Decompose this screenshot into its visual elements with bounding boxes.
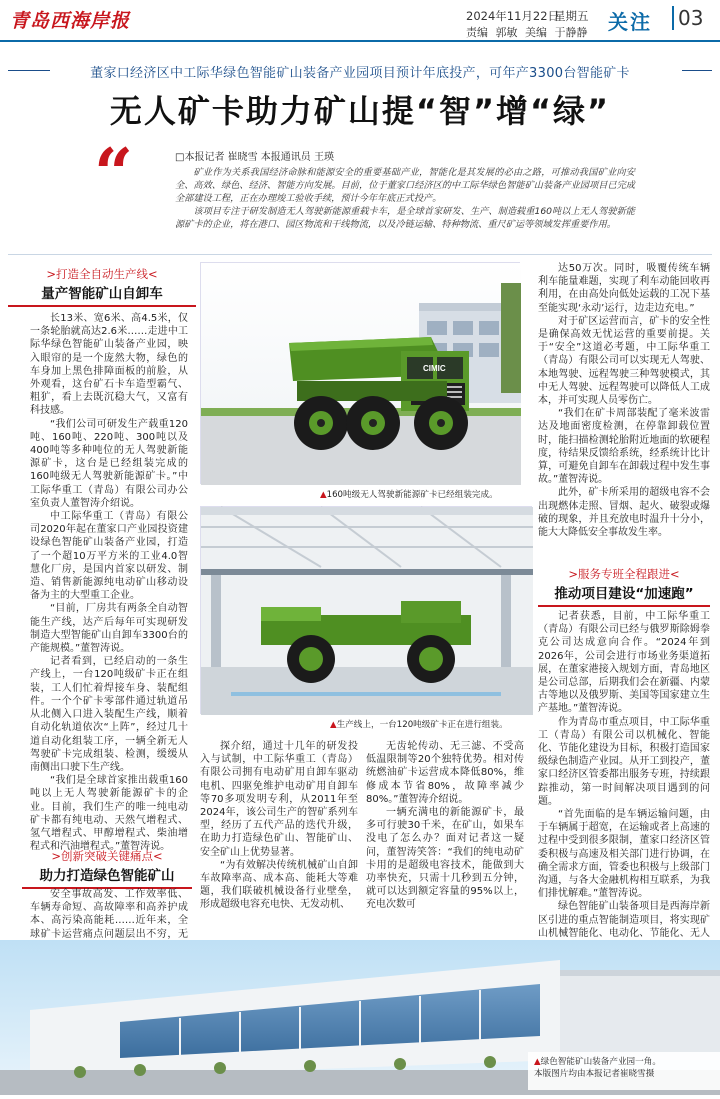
editors-credit: 责编 郭敏 美编 于静静 <box>466 26 588 39</box>
caption-text: 160吨级无人驾驶新能源矿卡已经组装完成。 <box>326 490 498 500</box>
paragraph: “我们在矿卡周部装配了毫米波雷达及地面密度检测，在停靠卸载位置时，能扫描检测轮胎附近地面的软硬程度，待结果反馈给系统，经系统计比计算，可避免自卸车在卸载过程中发生事故。”董智涛说。 <box>538 408 710 486</box>
paragraph: 中工际华重工（青岛）有限公司2020年起在董家口产业园投资建设绿色智能矿山装备产业园，打造了一个超10万平方米的工业4.0智慧化厂房，是国内首家以研发、制造、销售新能源纯电动矿山移动设备为主的大型重工企业。 <box>30 511 188 602</box>
kicker-rule-right <box>682 70 712 71</box>
article-column-4b <box>538 610 710 940</box>
photo-credit: 本版图片均由本报记者崔晓雪摄 <box>534 1069 655 1079</box>
page-number: 03 <box>672 6 703 30</box>
newspaper-logo: 青岛西海岸报 <box>10 10 131 32</box>
caption-text: 生产线上，一台120吨级矿卡正在进行组装。 <box>336 720 508 730</box>
paragraph: 一辆充满电的新能源矿卡，最多可行驶30千米，在矿山，如果车没电了怎么办？面对记者这一疑问，董智涛笑答：“我们的纯电动矿卡用的是超级电容技术，能做到大功率快充，只需十几秒到五分钟，就可以达到额定容量的95%以上，充电次数可 <box>366 807 524 911</box>
paragraph: “为有效解决传统机械矿山自卸车故障率高、成本高、能耗大等难题，我们联破机械设备行业壁垒，形成超级电容充电快、无发动机、 <box>200 859 358 911</box>
paragraph: 对于矿区运营而言，矿卡的安全性是确保高效无忧运营的重要前提。关于“安全”这道必考题，中工际华重工（青岛）有限公司可以实现无人驾驶、本地驾驶、远程驾驶三种驾驶模式，其中无人驾驶、远程驾驶可以降低人工成本，并可实现人员零伤亡。 <box>538 315 710 407</box>
article-column-2 <box>200 740 358 911</box>
section-kicker: >打造全自动生产线< <box>46 267 158 281</box>
paragraph: 达50万次。同时，吸覆传统车辆利车能量难题，实现了利车动能回收再利用，在由高处向低处运载的工况下基至能实现‘永动’运行，边走边充电。” <box>538 263 710 314</box>
paragraph: 无齿轮传动、无三滤、不受高低温限制等20个独特优势。相对传统燃油矿卡运营成本降低80%，维修成本节省80%，故障率减少80%。”董智涛介绍说。 <box>366 741 524 805</box>
caption-line <box>534 1055 714 1067</box>
section-title: 推动项目建设“加速跑” <box>554 586 694 602</box>
section-name: 关注 <box>608 10 652 34</box>
caption-marker-icon: ▲ <box>330 720 337 730</box>
article-lead <box>175 166 635 231</box>
paragraph: 探介绍，通过十几年的研发投入与试制，中工际华重工（青岛）有限公司拥有电动矿用自卸车驱动电机、四驱免维护电动矿用自卸车等70多项发明专利，从2011年至2024年，该公司生产的智矿系列车型，经历了五代产品的迭代升级，在助力打造绿色矿山、智能矿山、安全矿山上优势显著。 <box>200 741 358 858</box>
paragraph: 作为青岛市重点项目，中工际华重工（青岛）有限公司以机械化、智能化、节能化建设为目标，积极打造国家级绿色制造产业园。从开工到投产，董家口经济区管委都出服务专班，持续跟踪推动，第一时间解决项目遇到的问题。 <box>538 716 710 807</box>
lead-paragraph: 该项目专注于研发制造无人驾驶新能源重载卡车，是全球首家研发、生产、制造载重160吨以上无人驾驶新能源矿卡的企业，将在港口、园区物流和干线物流，以及冷链运输、特种物流、重尺矿运等领域发挥重要作用。 <box>175 206 635 230</box>
truck-wheels <box>294 396 468 450</box>
caption-marker-icon: ▲ <box>534 1057 541 1067</box>
section-rule <box>8 305 196 307</box>
paragraph: 绿色智能矿山装备项目是西海岸新区引进的重点智能制造项目，将实现矿山机械智能化、电动化、节能化、无人 <box>538 901 710 939</box>
caption-text: 绿色智能矿山装备产业园一角。 <box>540 1057 661 1067</box>
section-title: 量产智能矿山自卸车 <box>41 286 163 302</box>
section-kicker: >创新突破关键痛点< <box>51 849 163 863</box>
quote-mark-icon: “ <box>94 134 134 214</box>
article-column-4 <box>538 262 710 558</box>
paragraph: 记者获悉，目前，中工际华重工（青岛）有限公司已经与俄罗斯除姆拳克公司达成意向合作。“2024年到2026年，公司会进行市场业务渠道拓展，在董家港接入规划方面，青岛地区是公司总部，后期我们会在新疆、内蒙古等地以及俄罗斯、美国等国家建立生产基地。”董智涛说。 <box>538 611 710 715</box>
article-kicker: 董家口经济区中工际华绿色智能矿山装备产业园项目预计年底投产，可年产3300台智能矿卡 <box>90 66 630 81</box>
photo-caption-2 <box>330 718 508 730</box>
paragraph: 长13米、宽6米、高4.5米，仅一条轮胎就高达2.6米……走进中工际华绿色智能矿山装备产业园，映入眼帘的是一个庞然大物，绿色的车身加上黑色排障面板的前脸，从外观看，这台矿石卡车造型霸气、粗犷，看上去既沉稳大气，又富有科技感。 <box>30 313 188 417</box>
paragraph: 安全事故高发、工作效率低、车辆寿命短、高故障率和高养护成本、高污染高能耗……近年来，全球矿卡运营痛点问题层出不穷，无 <box>30 889 188 940</box>
photo-caption-3 <box>528 1052 720 1090</box>
paragraph: 此外，矿卡所采用的超级电容不会出现燃体走照、冒烟、起火、破裂或爆破的现象，并且充放电时温升十分小，能大大降低安全事故发生率。 <box>538 487 710 539</box>
section-header-1 <box>8 266 196 307</box>
truck-illustration <box>201 263 521 485</box>
photo-production-line <box>200 506 532 714</box>
paragraph: 记者看到，已经启动的一条生产线上，一台120吨级矿卡正在组装，工人们忙着焊接车身、装配组件。一个个矿卡零部件通过轨道吊从北侧入口进入装配生产线，顺着自动化轨道依次“上阵”，经过几十道自动化组装工序，一辆全新无人驾驶矿卡完成组装、检测，缓缓从南侧出口驶下生产线。 <box>30 656 188 773</box>
section-rule <box>538 605 710 607</box>
article-column-1 <box>30 312 188 853</box>
paragraph: “我们是全球首家推出载重160吨以上无人驾驶新能源矿卡的企业。目前，我们生产的唯一纯电动矿卡都有纯电动、天然气增程式、氢气增程式、甲醇增程式、柴油增程式和汽油增程式。”董智涛说。 <box>30 775 188 853</box>
paragraph: “目前，厂房共有两条全自动智能生产线，达产后每年可实现研发制造大型智能矿山自卸车3300台的产能规模。”董智涛说。 <box>30 603 188 655</box>
truck-brand-text: CIMIC <box>423 364 446 373</box>
article-headline: 无人矿卡助力矿山提“智”增“绿” <box>109 92 611 130</box>
section-title: 助力打造绿色智能矿山 <box>39 868 175 884</box>
lead-paragraph: 矿业作为关系我国经济命脉和能源安全的重要基础产业，智能化是其发展的必由之路，可推动我国矿业向安全、高效、绿色、经济、智能方向发展。目前，位于董家口经济区的中工际华绿色智能矿山装备产业园项目已完成全部建设工程，正在办理竣工验收手续，预计今年年底正式投产。 <box>175 167 635 204</box>
caption-marker-icon: ▲ <box>320 490 327 500</box>
section-kicker: >服务专班全程跟进< <box>568 567 680 581</box>
photo-160t-truck <box>200 262 520 484</box>
factory-illustration <box>201 507 533 715</box>
paragraph: “首先面临的是车辆运输问题，由于车辆属于超宽，在运输或者上高速的过程中受到很多限制，董家口经济区管委积极与高速及相关部门进行协调，在确全需求方面，管委也积极与上级部门沟通，与各大金融机构相互联系，为我们排忧解难。”董智涛说。 <box>538 809 710 900</box>
paragraph: “我们公司可研发生产载重120吨、160吨、220吨、300吨以及400吨等多种吨位的无人驾驶新能源矿卡，这台是已经组装完成的160吨级无人驾驶新能源矿卡。”中工际华重工（青岛）有限公司办公室负责人董智涛介绍说。 <box>30 418 188 509</box>
masthead-divider <box>0 40 720 42</box>
article-column-3 <box>366 740 524 911</box>
section-header-2 <box>22 848 192 889</box>
section-header-3 <box>538 566 710 607</box>
issue-date: 2024年11月22日 <box>466 9 560 23</box>
issue-weekday: 星期五 <box>554 9 589 23</box>
byline: □本报记者 崔晓雪 本报通讯员 王瑛 <box>175 152 334 163</box>
lead-divider <box>8 254 712 255</box>
photo-caption-1 <box>320 488 498 500</box>
masthead <box>0 0 720 42</box>
